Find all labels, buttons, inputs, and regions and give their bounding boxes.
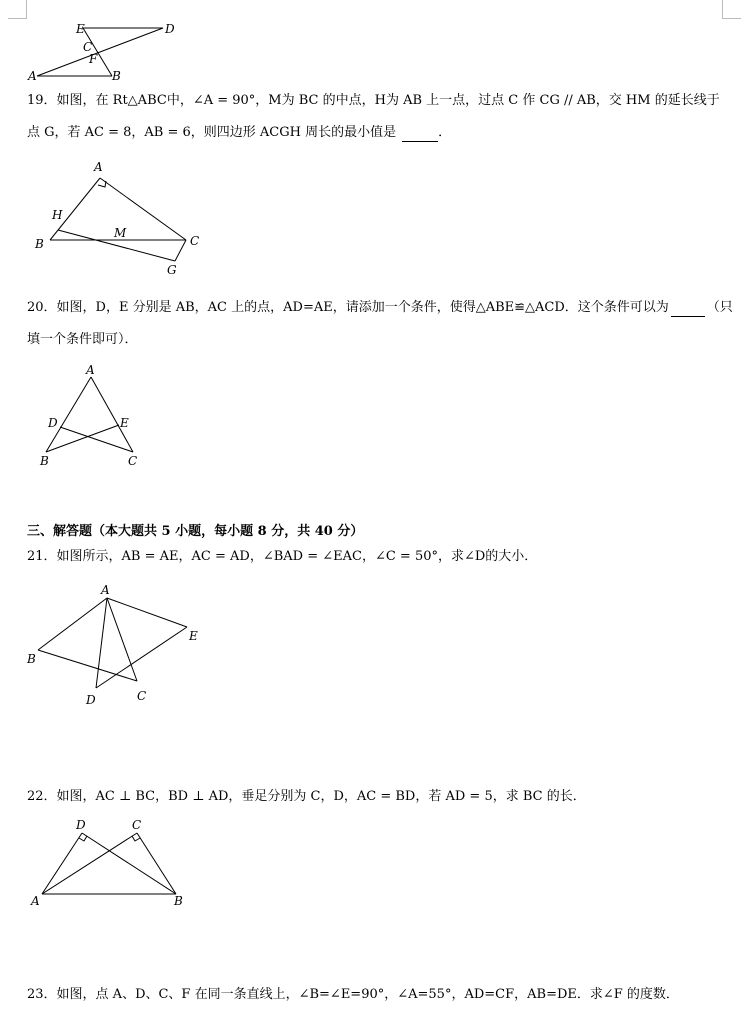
q19-line1: 19．如图，在 Rt△ABC中，∠A = 90°，M为 BC 的中点，H为 AB 上一点，过点 C 作 CG // AB，交 HM 的延长线于	[27, 93, 720, 108]
fig22-label-c: C	[132, 818, 142, 832]
fig20-label-e: E	[120, 416, 129, 430]
section3-heading: 三、解答题（本大题共 5 小题，每小题 8 分，共 40 分）	[27, 524, 364, 539]
figure-q18	[20, 18, 220, 88]
fig21-label-e: E	[189, 629, 198, 643]
q23-text: 23．如图，点 A、D、C、F 在同一条直线上，∠B=∠E=90°，∠A=55°，AD=CF，AB=DE．求∠F 的度数．	[27, 987, 679, 1002]
fig21-label-c: C	[137, 689, 147, 703]
fig20-label-a: A	[86, 363, 95, 377]
fig22-label-a: A	[31, 894, 40, 908]
fig18-label-a: A	[28, 69, 37, 83]
fig21-label-d: D	[86, 693, 96, 707]
q19-answer-blank[interactable]	[402, 127, 438, 142]
fig22-label-d: D	[76, 818, 86, 832]
fig19-label-c: C	[190, 234, 200, 248]
figure-q20	[30, 362, 170, 472]
fig20-label-d: D	[48, 416, 58, 430]
q20-line1-end: （只	[706, 300, 733, 315]
figure-q22	[26, 815, 206, 915]
q21-text: 21．如图所示，AB = AE，AC = AD，∠BAD = ∠EAC，∠C = 50°，求∠D的大小．	[27, 549, 538, 564]
fig22-right-angle-mark-c	[132, 836, 140, 841]
fig21-label-a: A	[101, 583, 110, 597]
fig18-label-c: C	[83, 40, 93, 54]
q20-answer-blank[interactable]	[671, 302, 705, 317]
crop-mark-top-right	[722, 0, 741, 19]
fig21-label-b: B	[27, 652, 36, 666]
fig19-label-a: A	[94, 160, 103, 174]
q19-line2-text: 点 G，若 AC = 8，AB = 6，则四边形 ACGH 周长的最小值是	[27, 125, 397, 140]
fig20-label-b: B	[40, 454, 49, 468]
fig19-label-m: M	[114, 226, 127, 240]
figure-q19	[28, 158, 228, 278]
fig18-label-f: F	[89, 52, 98, 66]
q20-line2: 填一个条件即可）．	[27, 332, 138, 347]
q22-text: 22．如图，AC ⊥ BC，BD ⊥ AD，垂足分别为 C，D，AC = BD，若 AD = 5，求 BC 的长．	[27, 789, 586, 804]
fig19-label-g: G	[167, 263, 177, 277]
figure-q21	[22, 580, 232, 710]
fig19-label-h: H	[52, 208, 63, 222]
fig18-label-b: B	[112, 69, 121, 83]
q20-line1-text: 20．如图，D，E 分别是 AB，AC 上的点，AD=AE，请添加一个条件，使得△ABE≌△ACD．这个条件可以为	[27, 300, 669, 315]
fig22-right-angle-mark-d	[79, 836, 87, 841]
q20-line1	[27, 299, 733, 317]
fig18-label-d: D	[165, 22, 175, 36]
fig18-label-e: E	[76, 22, 85, 36]
crop-mark-top-left	[8, 0, 27, 19]
fig19-label-b: B	[35, 237, 44, 251]
q19-line2	[27, 124, 451, 142]
q19-line2-end: ．	[438, 125, 452, 140]
fig20-label-c: C	[128, 454, 138, 468]
fig22-label-b: B	[174, 894, 183, 908]
